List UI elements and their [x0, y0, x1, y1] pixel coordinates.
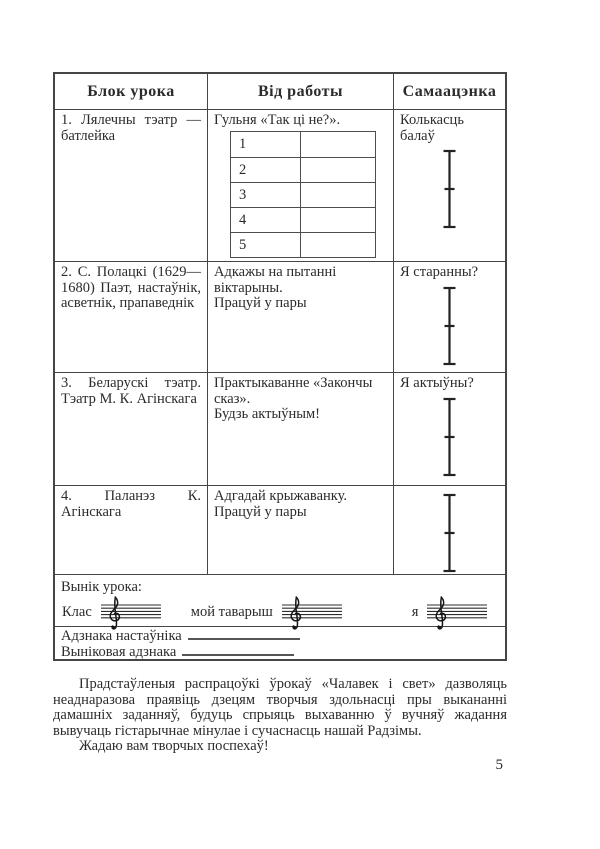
work-line: Практыкаванне «Закончы сказ». — [214, 375, 373, 407]
block-cell: 3. Беларускі тэатр. Тэатр М. К. Агінскага — [61, 375, 201, 407]
answer-number: 1 — [231, 132, 301, 157]
answer-number: 5 — [231, 233, 301, 257]
block-cell: 1. Лялечны тэатр — батлейка — [61, 112, 201, 144]
final-mark-blank — [182, 645, 294, 656]
staff-label-partner: мой таварыш — [190, 603, 273, 620]
final-mark-line — [61, 645, 499, 661]
assessment-cell — [393, 486, 505, 574]
answer-blank — [301, 158, 375, 182]
work-cell — [207, 110, 393, 261]
teacher-mark-label: Адзнака настаўніка — [61, 628, 182, 644]
summary-paragraph: Прадстаўленыя распрацоўкі ўрокаў «Чалавек і свет» дазволяць неаднаразова праявіць дзецям творчыя здольнасці пры выкананні дамашніх заданняў, будуць спрыяць выхаванню ў вучняў жадання вывучаць гістарычнае мінулае і сучаснасць нашай Радзімы. — [53, 676, 507, 739]
assessment-label: Я старанны? — [400, 264, 479, 280]
answer-grid-row — [231, 207, 375, 232]
work-cell — [207, 262, 393, 372]
answer-grid-row — [231, 232, 375, 257]
header-work: Від работы — [207, 74, 393, 109]
answer-blank — [301, 183, 375, 207]
teacher-mark-line — [61, 629, 499, 645]
final-mark-label: Выніковая адзнака — [61, 643, 177, 660]
music-row — [55, 595, 505, 629]
table-row — [55, 109, 505, 261]
closing-line: Жадаю вам творчых поспехаў! — [79, 738, 269, 755]
work-line: Адкажы на пытанні віктарыны. — [214, 264, 337, 296]
table-row — [55, 261, 505, 372]
answer-blank — [301, 132, 375, 157]
table-header-row — [55, 74, 505, 109]
page-number: 5 — [495, 757, 503, 773]
answer-blank — [301, 208, 375, 232]
lesson-plan-table — [53, 72, 507, 661]
assessment-cell — [393, 110, 505, 261]
answer-grid-row — [231, 132, 375, 157]
assessment-label: Я актыўны? — [400, 375, 474, 391]
assessment-cell — [393, 373, 505, 485]
block-cell: 2. С. Полацкі (1629—1680) Паэт, настаўнік, асветнік, прапаведнік — [61, 264, 201, 312]
result-title: Вынік урока: — [61, 579, 142, 595]
staff-label-class: Клас — [62, 603, 92, 620]
assessment-cell — [393, 262, 505, 372]
rating-scale-icon — [400, 148, 499, 230]
work-line: Будзь актыўным! — [214, 406, 320, 423]
header-block: Блок урока — [87, 83, 175, 100]
rating-scale-icon — [400, 396, 499, 478]
answer-grid-row — [231, 182, 375, 207]
footer-text-block — [53, 677, 507, 755]
work-title: Гульня «Так ці не?». — [214, 112, 341, 128]
work-cell — [207, 486, 393, 574]
answer-number: 3 — [231, 183, 301, 207]
work-line: Працуй у пары — [214, 503, 307, 520]
staff-label-me: я — [411, 603, 419, 620]
block-cell: 4. Паланэз К. Агінскага — [61, 488, 201, 520]
rating-scale-icon — [400, 491, 499, 574]
answer-number: 2 — [231, 158, 301, 182]
teacher-mark-blank — [188, 629, 300, 640]
lesson-result-section — [55, 574, 505, 626]
table-row — [55, 485, 505, 574]
work-line: Працуй у пары — [214, 295, 307, 312]
header-assessment: Самаацэнка — [393, 74, 505, 109]
work-line: Адгадай крыжаванку. — [214, 488, 348, 504]
assessment-label: Колькасць балаў — [400, 112, 464, 144]
answer-grid-row — [231, 157, 375, 182]
treble-clef-staff-icon — [425, 593, 489, 631]
answer-number: 4 — [231, 208, 301, 232]
answer-blank — [301, 233, 375, 257]
treble-clef-staff-icon — [99, 593, 163, 631]
rating-scale-icon — [400, 285, 499, 367]
treble-clef-staff-icon — [280, 593, 344, 631]
work-cell — [207, 373, 393, 485]
table-row — [55, 372, 505, 485]
answer-grid — [230, 131, 376, 258]
